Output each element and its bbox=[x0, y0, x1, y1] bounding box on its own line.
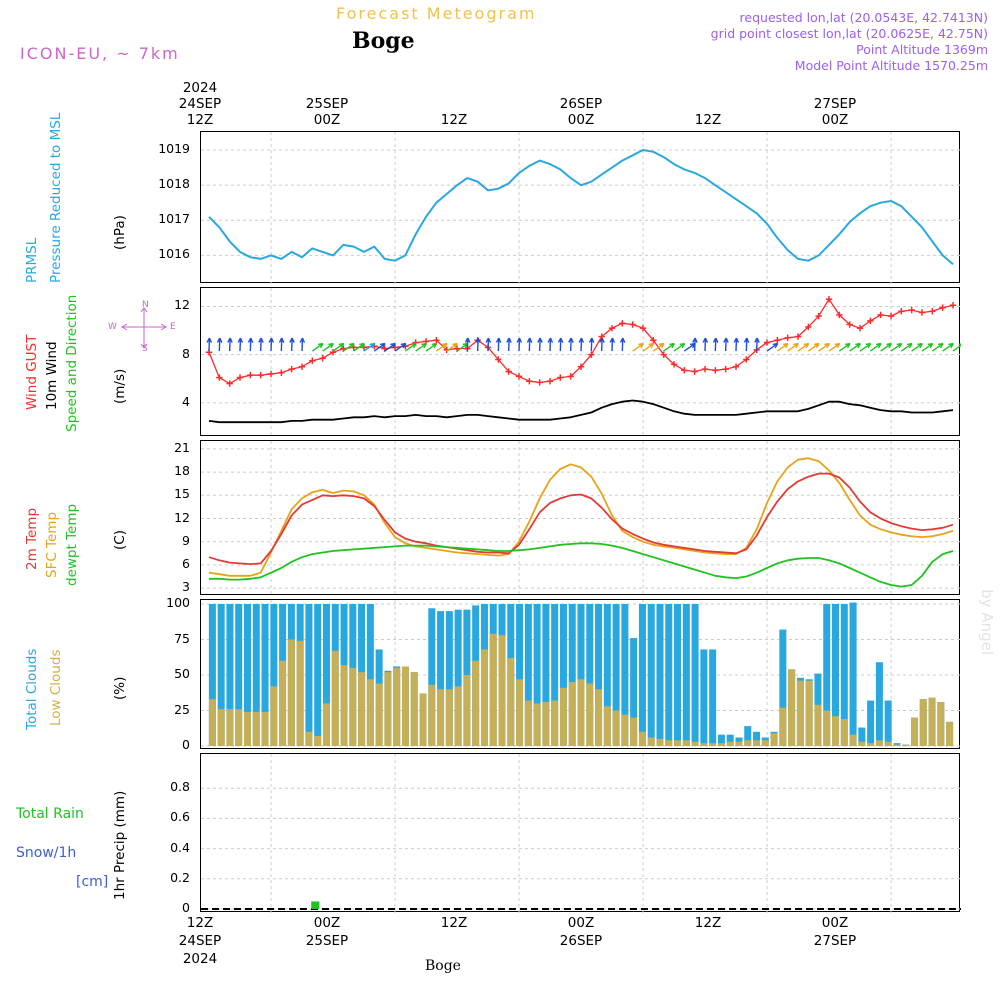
y-tick-label: 3 bbox=[182, 579, 190, 595]
y-tick-label: 0.8 bbox=[170, 779, 190, 795]
label-snow: Snow/1h bbox=[16, 845, 77, 861]
label-wind-gust: Wind GUST bbox=[24, 334, 40, 410]
panel-precip bbox=[200, 753, 960, 912]
label-low-clouds: Low Clouds bbox=[48, 649, 64, 726]
y-tick-label: 1016 bbox=[158, 246, 190, 262]
label-temp-sfc: SFC Temp bbox=[44, 511, 60, 578]
info-line-1: grid point closest lon,lat (20.0625E, 42.75N) bbox=[710, 26, 988, 41]
top-hour-0: 12Z bbox=[186, 112, 214, 128]
y-tick-label: 0 bbox=[182, 900, 190, 915]
panel-clouds bbox=[200, 599, 960, 749]
top-day-3: 26SEP bbox=[559, 96, 603, 112]
bottom-time-axis bbox=[178, 915, 960, 985]
y-tick-label: 0.2 bbox=[170, 869, 190, 885]
y-tick-label: 1018 bbox=[158, 176, 190, 192]
y-tick-label: 12 bbox=[174, 509, 190, 525]
label-wind-dir: Speed and Direction bbox=[64, 294, 80, 432]
y-tick-label: 0 bbox=[182, 737, 190, 752]
bot-day-1: 25SEP bbox=[305, 933, 349, 949]
y-tick-label: 50 bbox=[174, 666, 190, 681]
label-snow-unit: [cm] bbox=[76, 874, 109, 890]
credit-watermark: by Angel bbox=[978, 589, 996, 655]
y-tick-label: 100 bbox=[166, 595, 190, 610]
bot-day-0: 24SEP bbox=[178, 933, 222, 949]
top-time-axis bbox=[178, 80, 960, 128]
y-tick-label: 15 bbox=[174, 486, 190, 502]
page-title: Boge bbox=[352, 28, 415, 54]
label-prmsl: PRMSL bbox=[24, 237, 40, 283]
y-tick-label: 8 bbox=[182, 345, 190, 361]
panel-temperature bbox=[200, 440, 960, 595]
y-tick-label: 18 bbox=[174, 463, 190, 479]
label-prmsl-unit: (hPa) bbox=[112, 215, 128, 250]
label-total-rain: Total Rain bbox=[16, 806, 84, 822]
model-label: ICON-EU, ~ 7km bbox=[20, 44, 180, 63]
y-tick-label: 25 bbox=[174, 701, 190, 717]
y-tick-label: 12 bbox=[174, 297, 190, 313]
x-axis-caption: Boge bbox=[425, 958, 461, 974]
y-tick-label: 6 bbox=[182, 555, 190, 571]
label-clouds-unit: (%) bbox=[112, 676, 128, 700]
top-day-5: 27SEP bbox=[813, 96, 857, 112]
y-tick-label: 21 bbox=[174, 439, 190, 455]
location-info bbox=[711, 10, 988, 74]
y-tick-label: 0.4 bbox=[170, 839, 190, 855]
label-temp-dewpt: dewpt Temp bbox=[64, 503, 80, 586]
bot-hour-5: 00Z bbox=[821, 915, 849, 931]
top-hour-3: 00Z bbox=[567, 112, 595, 128]
top-hour-2: 12Z bbox=[440, 112, 468, 128]
top-year-0: 2024 bbox=[182, 80, 218, 96]
bot-hour-2: 12Z bbox=[440, 915, 468, 931]
top-day-0: 24SEP bbox=[178, 96, 222, 112]
y-tick-label: 75 bbox=[174, 630, 190, 646]
y-tick-label: 1017 bbox=[158, 211, 190, 227]
label-precip-unit: 1hr Precip (mm) bbox=[112, 790, 128, 900]
info-line-0: requested lon,lat (20.0543E, 42.7413N) bbox=[739, 10, 988, 25]
bot-hour-4: 12Z bbox=[694, 915, 722, 931]
top-hour-4: 12Z bbox=[694, 112, 722, 128]
y-tick-label: 1019 bbox=[158, 141, 190, 157]
compass-s: S bbox=[142, 344, 148, 354]
y-tick-label: 9 bbox=[182, 532, 190, 548]
bot-hour-1: 00Z bbox=[313, 915, 341, 931]
bot-year-0: 2024 bbox=[182, 951, 218, 967]
compass-w: W bbox=[108, 322, 117, 332]
bot-day-5: 27SEP bbox=[813, 933, 857, 949]
info-line-2: Point Altitude 1369m bbox=[856, 42, 988, 57]
bot-hour-3: 00Z bbox=[567, 915, 595, 931]
label-temp-unit: (C) bbox=[112, 530, 128, 550]
y-tick-label: 4 bbox=[182, 393, 190, 409]
compass-e: E bbox=[170, 322, 176, 332]
compass-n: N bbox=[142, 300, 149, 310]
forecast-label: Forecast Meteogram bbox=[336, 4, 537, 23]
top-hour-1: 00Z bbox=[313, 112, 341, 128]
label-wind-10m: 10m Wind bbox=[44, 341, 60, 410]
top-day-1: 25SEP bbox=[305, 96, 349, 112]
label-total-clouds: Total Clouds bbox=[24, 648, 40, 730]
label-temp-2m: 2m Temp bbox=[24, 507, 40, 570]
bot-hour-0: 12Z bbox=[186, 915, 214, 931]
info-line-3: Model Point Altitude 1570.25m bbox=[794, 58, 988, 73]
top-hour-5: 00Z bbox=[821, 112, 849, 128]
panel-wind bbox=[200, 287, 960, 436]
y-tick-label: 0.6 bbox=[170, 809, 190, 825]
label-wind-unit: (m/s) bbox=[112, 368, 128, 404]
panel-prmsl bbox=[200, 131, 960, 283]
label-prmsl-long: Pressure Reduced to MSL bbox=[48, 112, 64, 283]
bot-day-3: 26SEP bbox=[559, 933, 603, 949]
